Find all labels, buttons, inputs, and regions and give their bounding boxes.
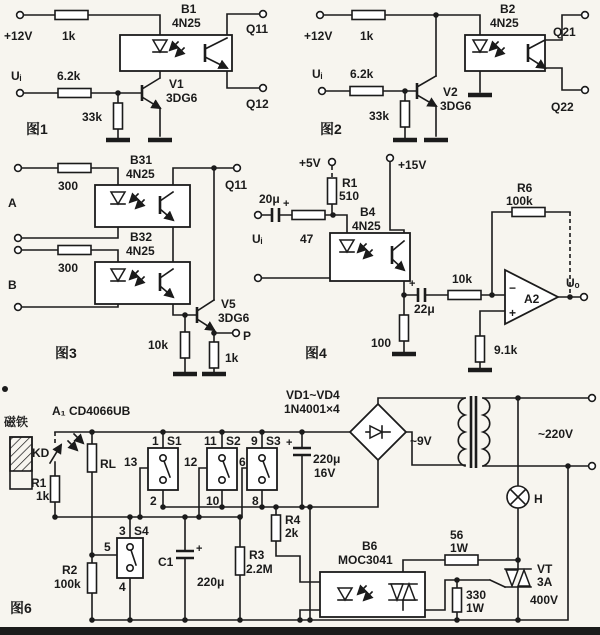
fig3-resistor-1k [210, 342, 219, 368]
fig4-r-plus-label: 9.1k [494, 343, 518, 357]
fig4-r-in-label: 47 [300, 232, 314, 246]
fig3-opto-b-ref-label: B32 [130, 230, 153, 244]
fig4-terminal-input-return [255, 275, 262, 282]
fig4-junction [401, 292, 407, 298]
fig3-tr-part-label: 3DG6 [218, 311, 250, 325]
fig2-terminal-input [319, 88, 326, 95]
fig3-r-base-label: 10k [148, 338, 169, 352]
fig4-junction [567, 294, 573, 300]
fig1-input-label: Uᵢ [11, 69, 22, 83]
fig4-terminal-input [255, 212, 262, 219]
fig1-terminal-q11 [260, 11, 267, 18]
fig4-15v-label: +15V [398, 158, 427, 172]
fig3-terminal-a-bottom [15, 235, 22, 242]
fig6-bridge-rectifier-icon [350, 404, 406, 460]
fig2-r-supply-label: 1k [360, 29, 374, 43]
fig6-pin-s4-bot: 4 [119, 580, 126, 594]
fig6-capacitor-c1-icon [176, 551, 194, 558]
fig2-tr-part-label: 3DG6 [440, 99, 472, 113]
fig6-r6-pow-label: 1W [466, 601, 484, 615]
fig3-terminal-b-top [15, 247, 22, 254]
fig6-s4-label: S4 [134, 524, 149, 538]
fig6-resistor-r3 [236, 547, 245, 575]
figure-3-dual-optocoupler [8, 153, 251, 374]
fig2-r-bias-label: 33k [369, 109, 390, 123]
fig6-r1-val-label: 1k [36, 489, 50, 503]
fig1-transistor-icon [142, 85, 160, 108]
fig6-rl-label: RL [100, 457, 116, 471]
figure-1-optocoupler-driver [4, 2, 269, 140]
fig6-opto-part-label: MOC3041 [338, 553, 393, 567]
fig6-r4-val-label: 2k [285, 526, 299, 540]
fig1-opto-part-label: 4N25 [172, 16, 201, 30]
fig3-junction [211, 330, 217, 336]
fig6-lamp-label: H [534, 492, 543, 506]
fig3-opto-a-ref-label: B31 [130, 153, 153, 167]
fig4-terminal-output [581, 294, 588, 301]
fig4-caption: 图4 [305, 345, 327, 361]
fig6-r2-ref-label: R2 [62, 563, 78, 577]
fig3-terminal-b-bottom [15, 304, 22, 311]
fig3-opto-b-box [95, 262, 190, 304]
fig6-opto-ref-label: B6 [362, 539, 378, 553]
fig1-terminal-input [17, 90, 24, 97]
fig6-pin-s2-ctl: 12 [184, 455, 198, 469]
fig3-opto-a-part-label: 4N25 [126, 167, 155, 181]
fig3-terminal-p [233, 330, 240, 337]
fig2-q21-label: Q21 [553, 25, 576, 39]
fig1-tr-ref-label: V1 [169, 77, 184, 91]
fig6-switch-s2 [207, 448, 237, 490]
fig6-pin-s1-top: 1 [152, 434, 159, 448]
fig4-r1-ref-label: R1 [342, 176, 358, 190]
fig6-switch-s3 [247, 448, 277, 490]
fig6-r1-ref-label: R1 [31, 476, 47, 490]
fig4-cap-out-label: 22μ [414, 302, 435, 316]
fig4-opamp-minus: − [509, 281, 517, 295]
fig6-r2-val-label: 100k [54, 577, 81, 591]
fig6-triac-volt-label: 400V [530, 593, 559, 607]
fig1-r-input-label: 6.2k [57, 69, 81, 83]
fig6-r6-val-label: 330 [466, 588, 487, 602]
fig6-r5-val-label: 56 [450, 528, 464, 542]
fig4-terminal-15v [387, 155, 394, 162]
fig3-resistor-10k [181, 332, 190, 358]
fig3-transistor-icon [197, 300, 214, 330]
fig1-tr-part-label: 3DG6 [166, 91, 198, 105]
fig6-triac-ref-label: VT [537, 562, 553, 576]
fig1-q12-label: Q12 [246, 97, 269, 111]
fig6-transformer-icon [458, 396, 490, 468]
fig4-resistor-100 [400, 315, 409, 341]
fig6-magnet-label: 磁铁 [4, 415, 29, 429]
fig4-input-label: Uᵢ [252, 232, 263, 246]
fig6-terminal-mains-bottom [589, 463, 596, 470]
fig4-opto-ref-label: B4 [360, 205, 376, 219]
fig1-opto-ref-label: B1 [181, 2, 197, 16]
fig6-pin-s1-ctl: 13 [124, 455, 138, 469]
fig4-input-capacitor-icon [272, 208, 279, 222]
fig3-opto-b-part-label: 4N25 [126, 244, 155, 258]
fig6-resistor-r1 [51, 476, 60, 502]
fig2-terminal-q21 [582, 12, 589, 19]
fig6-c1-val-label: 220μ [197, 575, 225, 589]
fig4-opamp-plus: + [509, 306, 517, 320]
fig3-q11-label: Q11 [225, 178, 248, 192]
fig6-ac-low-label: ~9V [410, 434, 432, 448]
fig3-resistor-300b [58, 246, 91, 255]
fig6-pin-s4-top: 3 [119, 524, 126, 538]
fig1-caption: 图1 [26, 121, 48, 137]
fig4-resistor-r1 [328, 178, 337, 204]
fig1-r-bias-label: 33k [82, 110, 103, 124]
fig6-filter-cap-plus: + [286, 437, 293, 449]
fig6-c1-ref-label: C1 [158, 555, 174, 569]
figure-6-light-controller [2, 386, 595, 623]
fig3-junction [182, 312, 188, 318]
fig6-triac-cur-label: 3A [537, 575, 553, 589]
fig2-input-label: Uᵢ [312, 67, 323, 81]
fig6-pin-s3-top: 9 [251, 434, 258, 448]
fig2-q22-label: Q22 [551, 100, 574, 114]
fig3-caption: 图3 [55, 345, 77, 361]
fig2-junction [402, 88, 408, 94]
fig4-resistor-9.1k [476, 336, 485, 362]
fig1-resistor-1k [55, 11, 88, 20]
fig6-resistor-330 [453, 588, 462, 612]
fig2-junction [433, 12, 439, 18]
fig6-triac-icon [505, 569, 531, 587]
fig6-filter-cap-volt-label: 16V [314, 466, 336, 480]
fig6-pin-s1-bot: 2 [150, 494, 157, 508]
fig6-switch-s4 [117, 538, 143, 578]
figure-4-linear-isolator [252, 155, 587, 370]
fig1-opto-box [120, 35, 232, 71]
fig1-terminal-q12 [260, 85, 267, 92]
fig4-opamp-ref-label: A2 [524, 292, 540, 306]
fig4-r6-ref-label: R6 [517, 181, 533, 195]
fig6-pin-s4-ctl: 5 [104, 540, 111, 554]
fig6-terminal-mains-top [589, 395, 596, 402]
fig3-tr-ref-label: V5 [221, 297, 236, 311]
fig6-magnet-icon [10, 437, 32, 489]
fig6-caption: 图6 [10, 600, 32, 616]
scan-bottom-border [0, 627, 600, 635]
fig4-junction [489, 292, 495, 298]
fig1-junction [115, 90, 121, 96]
fig2-resistor-33k [401, 101, 410, 127]
fig2-terminal-q22 [582, 87, 589, 94]
fig6-r3-val-label: 2.2M [246, 562, 273, 576]
fig3-terminal-a-top [15, 165, 22, 172]
fig4-output-label: Uₒ [566, 276, 580, 290]
fig6-diodes-part-label: 1N4001×4 [284, 402, 340, 416]
fig6-pin-s2-top: 11 [204, 434, 217, 448]
fig6-chip-label: A₁ CD4066UB [52, 404, 131, 418]
fig1-terminal-supply [17, 12, 24, 19]
fig4-opto-part-label: 4N25 [352, 219, 381, 233]
fig6-diodes-label: VD1~VD4 [286, 388, 340, 402]
fig4-cap-in-plus: + [283, 198, 290, 210]
fig6-r3-ref-label: R3 [249, 548, 265, 562]
fig4-r-gnd-label: 100 [371, 336, 392, 350]
fig6-pin-s3-bot: 8 [252, 494, 259, 508]
fig4-resistor-10k [448, 291, 481, 300]
fig3-opto-a-box [95, 185, 190, 227]
fig6-s1-label: S1 [167, 434, 182, 448]
fig6-list-bullet-mark [2, 386, 8, 392]
fig3-input-b-label: B [8, 278, 17, 292]
fig6-r5-pow-label: 1W [450, 541, 468, 555]
fig6-kd-sensor-icon [50, 445, 61, 463]
fig4-5v-label: +5V [299, 156, 321, 170]
fig6-pin-s2-bot: 10 [206, 494, 220, 508]
fig6-s2-label: S2 [226, 434, 241, 448]
fig4-junction [330, 212, 336, 218]
fig4-r1-val-label: 510 [339, 189, 360, 203]
fig3-junction [211, 165, 217, 171]
fig6-resistor-r4 [272, 515, 281, 541]
fig6-s3-label: S3 [266, 434, 281, 448]
fig1-resistor-6.2k [58, 89, 91, 98]
fig6-pin-s3-ctl: 6 [239, 455, 246, 469]
fig3-rb-label: 300 [58, 261, 79, 275]
fig4-resistor-47 [292, 211, 325, 220]
fig6-resistor-56 [445, 555, 478, 565]
fig3-resistor-300a [58, 164, 91, 173]
figure-2-optocoupler-driver [304, 2, 588, 140]
fig3-input-a-label: A [8, 196, 17, 210]
fig1-supply-label: +12V [4, 29, 33, 43]
fig1-r-supply-label: 1k [62, 29, 76, 43]
fig2-r-input-label: 6.2k [350, 67, 374, 81]
fig4-cap-out-plus: + [409, 278, 416, 290]
fig6-resistor-r2 [88, 563, 97, 593]
fig4-r6-val-label: 100k [506, 194, 533, 208]
fig4-r-series-label: 10k [452, 272, 473, 286]
fig4-terminal-5v [329, 159, 336, 166]
fig6-ac-mains-label: ~220V [538, 427, 574, 441]
fig2-tr-ref-label: V2 [443, 85, 458, 99]
fig6-filter-cap-val-label: 220μ [313, 452, 341, 466]
fig3-p-label: P [243, 329, 252, 343]
fig6-filter-capacitor-icon [293, 448, 311, 455]
fig6-lamp-icon [507, 486, 529, 508]
fig3-terminal-q11 [234, 165, 241, 172]
fig4-resistor-r6 [512, 208, 545, 217]
fig2-opto-ref-label: B2 [500, 2, 516, 16]
fig2-transistor-icon [417, 76, 436, 106]
fig1-resistor-33k [114, 103, 123, 129]
fig6-switch-s1 [148, 448, 178, 490]
fig2-resistor-1k [352, 11, 385, 20]
fig2-terminal-supply [317, 12, 324, 19]
fig2-resistor-6.2k [350, 87, 383, 96]
fig3-ra-label: 300 [58, 179, 79, 193]
fig2-supply-label: +12V [304, 29, 333, 43]
fig1-q11-label: Q11 [246, 22, 269, 36]
fig4-output-capacitor-icon [418, 288, 425, 302]
fig6-c1-plus: + [196, 543, 203, 555]
fig6-kd-label: KD [32, 446, 50, 460]
fig2-opto-part-label: 4N25 [490, 16, 519, 30]
fig2-caption: 图2 [320, 121, 342, 137]
fig3-r-emitter-label: 1k [225, 351, 239, 365]
fig4-cap-in-label: 20μ [259, 192, 280, 206]
fig6-r4-ref-label: R4 [285, 513, 301, 527]
